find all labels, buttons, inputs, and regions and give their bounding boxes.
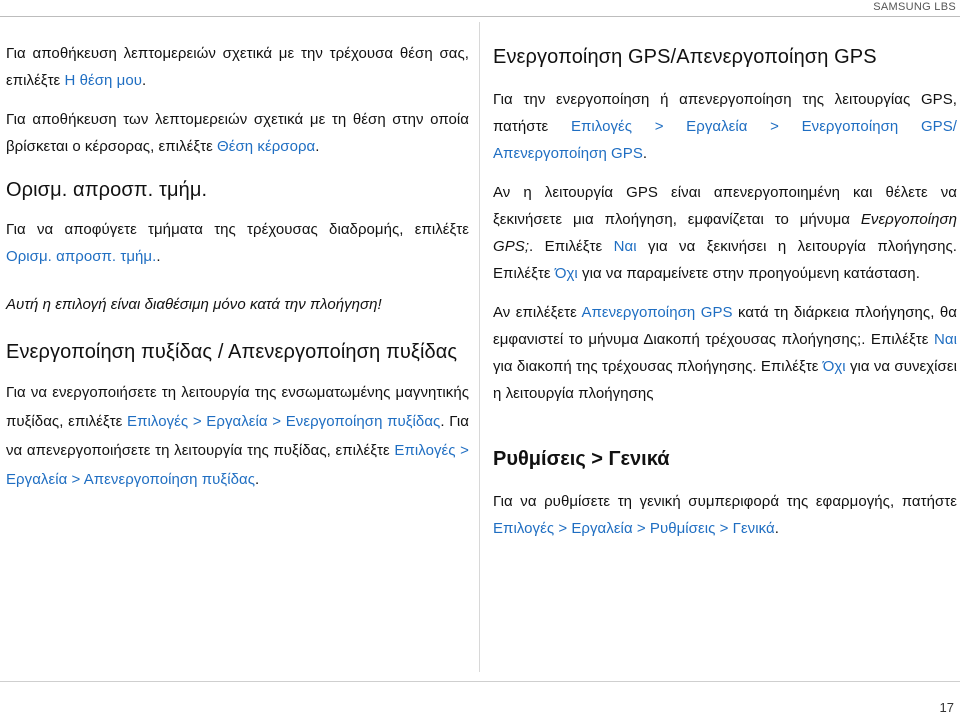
page-header	[0, 0, 960, 17]
paragraph-gps-during-navigation: Αν επιλέξετε Απενεργοποίηση GPS κατά τη διάρκεια πλοήγησης, θα εμφανιστεί το μήνυμα Διακοπή τρέχουσας πλοήγησης;. Επιλέξτε Ναι για διακοπή της τρέχουσας πλοήγησης. Επιλέξτε Όχι για να συνεχίσει η λειτουργία πλοήγησης	[493, 304, 957, 402]
gps-toggle-option: Επιλογές > Εργαλεία > Ενεργοποίηση GPS/ Απενεργοποίηση GPS	[493, 118, 957, 162]
yes-option-stop: Ναι	[934, 331, 957, 348]
heading-settings-general: Ρυθμίσεις > Γενικά	[493, 448, 670, 470]
exclude-segments-option: Ορισμ. απροσπ. τμήμ.	[6, 248, 157, 265]
paragraph-exclude-segments: Για να αποφύγετε τμήματα της τρέχουσας διαδρομής, επιλέξτε Ορισμ. απροσπ. τμήμ..	[6, 221, 469, 265]
enable-gps-message: Ενεργοποίηση GPS;	[493, 211, 957, 255]
brand-label: SAMSUNG LBS	[873, 1, 956, 13]
left-column	[6, 33, 469, 494]
yes-option: Ναι	[613, 238, 637, 255]
right-column	[493, 33, 957, 542]
heading-gps: Ενεργοποίηση GPS/Απενεργοποίηση GPS	[493, 46, 877, 68]
paragraph-current-location: Για αποθήκευση λεπτομερειών σχετικά με την τρέχουσα θέση σας, επιλέξτε Η θέση μου.	[6, 45, 469, 89]
column-divider	[479, 22, 480, 672]
general-settings-option: Επιλογές > Εργαλεία > Ρυθμίσεις > Γενικά	[493, 520, 775, 537]
note-navigation-only: Αυτή η επιλογή είναι διαθέσιμη μόνο κατά την πλοήγηση!	[6, 296, 382, 313]
paragraph-gps-toggle: Για την ενεργοποίηση ή απενεργοποίηση της λειτουργίας GPS, πατήστε Επιλογές > Εργαλεία > Ενεργοποίηση GPS/ Απενεργοποίηση GPS.	[493, 91, 957, 162]
no-option: Όχι	[554, 265, 578, 282]
no-option-continue: Όχι	[822, 358, 846, 375]
heading-compass: Ενεργοποίηση πυξίδας / Απενεργοποίηση πυξίδας	[6, 341, 458, 363]
footer-divider	[0, 681, 960, 682]
cursor-location-option: Θέση κέρσορα	[217, 138, 316, 155]
paragraph-settings-general: Για να ρυθμίσετε τη γενική συμπεριφορά της εφαρμογής, πατήστε Επιλογές > Εργαλεία > Ρυθμίσεις > Γενικά.	[493, 493, 957, 537]
paragraph-compass: Για να ενεργοποιήσετε τη λειτουργία της ενσωματωμένης μαγνητικής πυξίδας, επιλέξτε Επιλογές > Εργαλεία > Ενεργοποίηση πυξίδας. Για να απενεργοποιήσετε τη λειτουργία της πυξίδας, επιλέξτε Επιλογές > Εργαλεία > Απενεργοποίηση πυξίδας.	[6, 384, 469, 488]
current-location-option: Η θέση μου	[64, 72, 143, 89]
disable-gps-option: Απενεργοποίηση GPS	[581, 304, 733, 321]
page-number: 17	[939, 700, 954, 715]
enable-compass-option: Επιλογές > Εργαλεία > Ενεργοποίηση πυξίδας	[127, 413, 441, 430]
paragraph-cursor-location: Για αποθήκευση των λεπτομερειών σχετικά με τη θέση στην οποία βρίσκεται ο κέρσορας, επιλέξτε Θέση κέρσορα.	[6, 111, 469, 155]
paragraph-gps-disabled: Αν η λειτουργία GPS είναι απενεργοποιημένη και θέλετε να ξεκινήσετε μια πλοήγηση, εμφανίζεται το μήνυμα Ενεργοποίηση GPS;. Επιλέξτε Ναι για να ξεκινήσει η λειτουργία πλοήγησης. Επιλέξτε Όχι για να παραμείνετε στην προηγούμενη κατάσταση.	[493, 184, 958, 282]
heading-exclude-segments: Ορισμ. απροσπ. τμήμ.	[6, 179, 208, 201]
disable-compass-option: Επιλογές > Εργαλεία > Απενεργοποίηση πυξίδας	[6, 442, 469, 488]
